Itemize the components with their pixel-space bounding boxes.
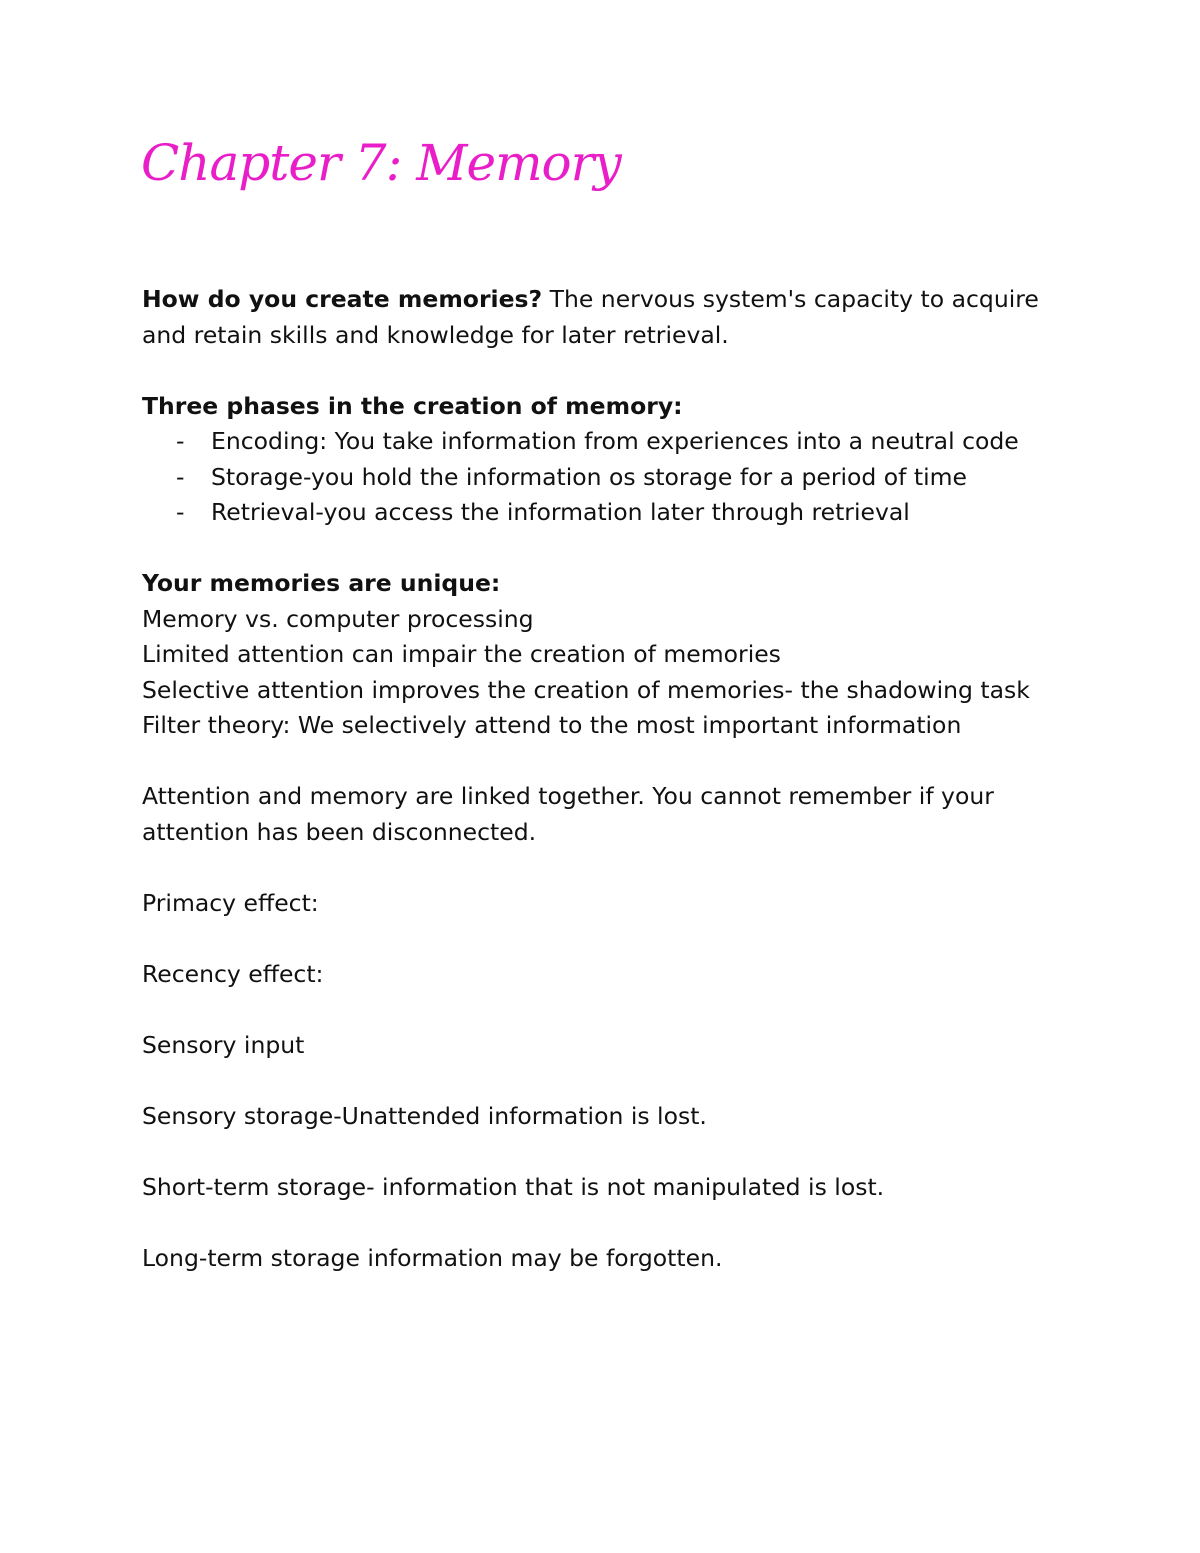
list-item — [142, 460, 1072, 496]
list-item-text: Storage-you hold the information os storage for a period of time — [211, 462, 968, 491]
spacer — [142, 850, 1072, 886]
bullet-dash: - — [176, 462, 185, 491]
intro-paragraph — [142, 282, 1072, 353]
spacer — [142, 992, 1072, 1028]
bullet-dash: - — [176, 427, 185, 455]
primacy-effect-text: Primacy effect: — [142, 888, 319, 917]
spacer — [142, 1063, 1072, 1099]
unique-line: Selective attention improves the creation of memories- the shadowing task — [142, 675, 1030, 704]
chapter-title: Chapter 7: Memory — [141, 134, 621, 192]
spacer — [142, 744, 1072, 780]
sensory-storage-text: Sensory storage-Unattended information is lost. — [142, 1101, 707, 1130]
spacer — [142, 353, 1072, 389]
bullet-dash: - — [176, 498, 185, 526]
unique-heading: Your memories are unique: — [142, 569, 501, 597]
unique-line: Filter theory: We selectively attend to the most important information — [142, 711, 962, 739]
list-item-text: Encoding: You take information from experiences into a neutral code — [211, 427, 1019, 455]
recency-effect-text: Recency effect: — [142, 959, 324, 988]
sensory-input-text: Sensory input — [142, 1030, 305, 1059]
unique-line: Memory vs. computer processing — [142, 604, 534, 633]
phases-list — [142, 424, 1072, 531]
list-item — [142, 424, 1072, 460]
spacer — [142, 1205, 1072, 1241]
document-body — [142, 282, 1072, 1276]
short-term-storage-text: Short-term storage- information that is not manipulated is lost. — [142, 1172, 885, 1201]
spacer — [142, 531, 1072, 567]
spacer — [142, 921, 1072, 957]
list-item-text: Retrieval-you access the information later through retrieval — [211, 498, 910, 526]
spacer — [142, 1134, 1072, 1170]
long-term-storage-text: Long-term storage information may be forgotten. — [142, 1243, 723, 1272]
intro-answer: The nervous system's capacity to acquire and retain skills and knowledge for later retrieval. — [142, 285, 1039, 349]
phases-heading: Three phases in the creation of memory: — [142, 391, 683, 420]
attention-paragraph: Attention and memory are linked together. You cannot remember if your attention has been disconnected. — [142, 782, 994, 846]
unique-line: Limited attention can impair the creation of memories — [142, 640, 781, 668]
intro-question: How do you create memories? — [142, 285, 543, 313]
list-item — [142, 495, 1072, 531]
